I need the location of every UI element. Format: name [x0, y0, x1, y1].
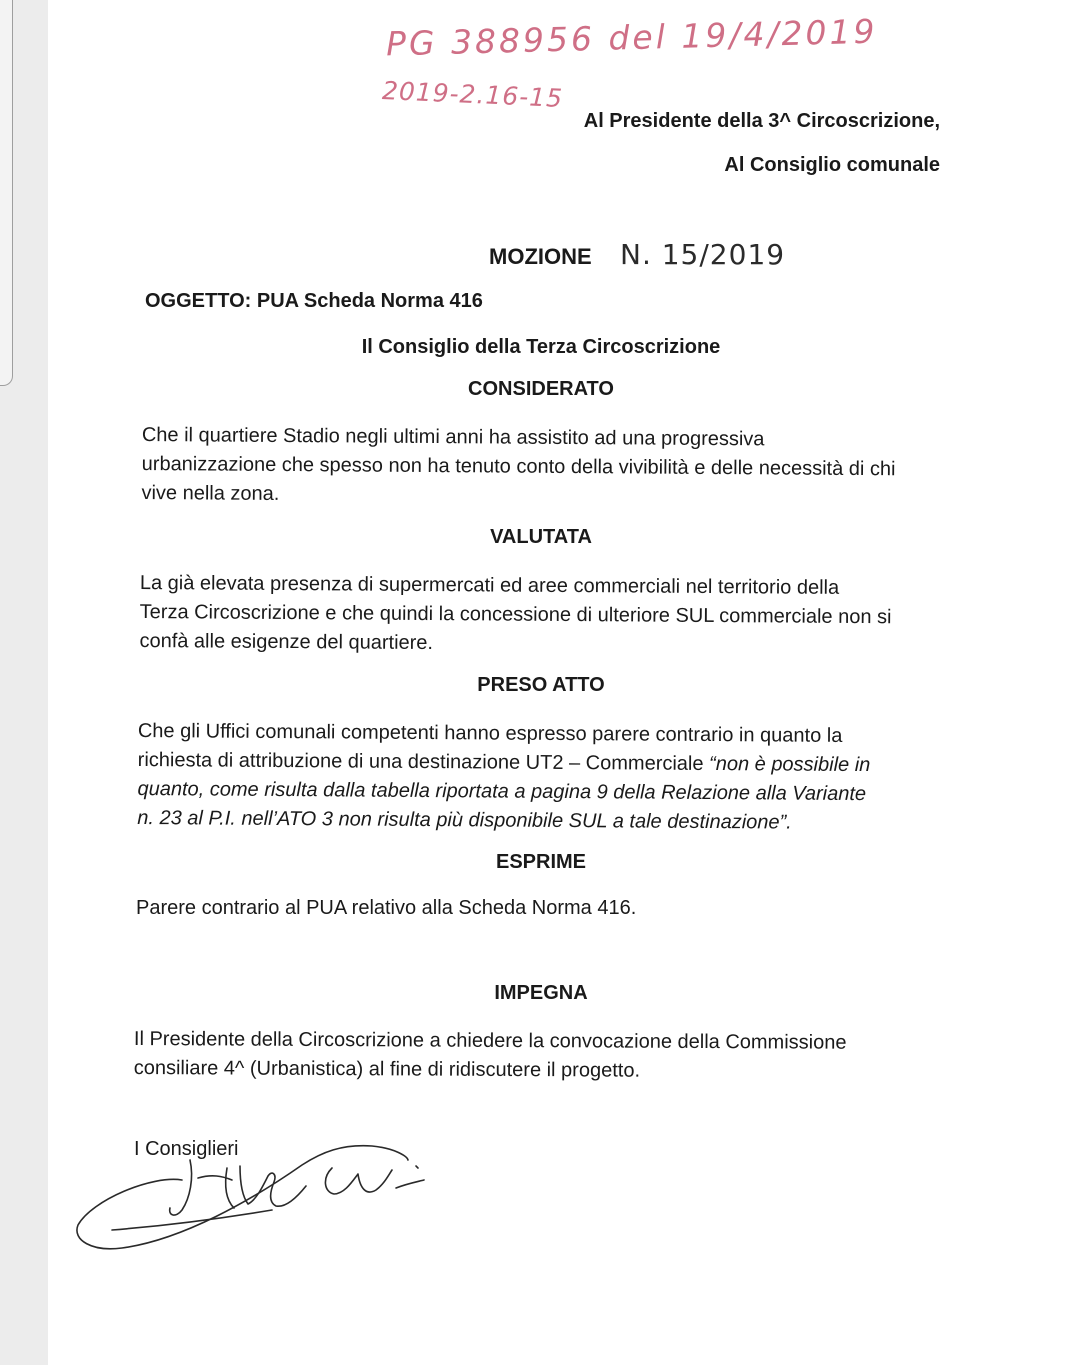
- quote-segment: “non è possibile in: [709, 752, 871, 777]
- paragraph-esprime: Parere contrario al PUA relativo alla Scheda Norma 416.: [136, 897, 637, 919]
- text-line: vive nella zona.: [141, 481, 280, 505]
- heading-considerato: CONSIDERATO: [468, 378, 614, 400]
- heading-valutata: VALUTATA: [490, 526, 592, 548]
- text-line: La già elevata presenza di supermercati ed aree commerciali nel territorio della: [139, 571, 840, 599]
- document-page: [48, 0, 1080, 1365]
- text-plain-segment: richiesta di attribuzione di una destinazione UT2 – Commerciale: [137, 748, 710, 775]
- text-line: Che il quartiere Stadio negli ultimi anni ha assistito ad una progressiva: [141, 423, 765, 451]
- text-line: Il Presidente della Circoscrizione a chiedere la convocazione della Commissione: [133, 1028, 847, 1054]
- text-line: urbanizzazione che spesso non ha tenuto conto della vivibilità e delle necessità di chi: [141, 452, 896, 481]
- quote-line: n. 23 al P.I. nell’ATO 3 non risulta più disponibile SUL a tale destinazione”.: [137, 806, 792, 834]
- side-panel-edge: [0, 0, 13, 386]
- addressee-president: Al Presidente della 3^ Circoscrizione,: [583, 110, 940, 132]
- mozione-number-annotation: N. 15/2019: [620, 238, 786, 271]
- council-heading: Il Consiglio della Terza Circoscrizione: [361, 336, 721, 358]
- subject-line: OGGETTO: PUA Scheda Norma 416: [145, 290, 483, 312]
- text-line: consiliare 4^ (Urbanistica) al fine di ridiscutere il progetto.: [133, 1056, 641, 1082]
- paragraph-impegna: [134, 1025, 847, 1087]
- text-line: confà alle esigenze del quartiere.: [139, 629, 434, 655]
- text-line: Che gli Uffici comunali competenti hanno espresso parere contrario in quanto la: [137, 719, 843, 747]
- text-line: Terza Circoscrizione e che quindi la concessione di ulteriore SUL commerciale non si: [139, 600, 892, 629]
- addressee-council: Al Consiglio comunale: [724, 154, 940, 176]
- paragraph-considerato: [141, 421, 895, 513]
- heading-impegna: IMPEGNA: [494, 982, 588, 1004]
- reference-annotation: 2019-2.16-15: [381, 76, 564, 113]
- protocol-annotation: PG 388956 del 19/4/2019: [385, 11, 878, 64]
- quote-line: quanto, come risulta dalla tabella riportata a pagina 9 della Relazione alla Variante: [137, 777, 867, 806]
- heading-preso-atto: PRESO ATTO: [477, 674, 605, 696]
- document-title: MOZIONE: [489, 244, 592, 269]
- signature-label: I Consiglieri: [134, 1138, 239, 1160]
- handwritten-signature: [72, 1130, 452, 1260]
- paragraph-valutata: [139, 569, 891, 661]
- heading-esprime: ESPRIME: [495, 851, 587, 873]
- paragraph-preso-atto: [137, 717, 870, 838]
